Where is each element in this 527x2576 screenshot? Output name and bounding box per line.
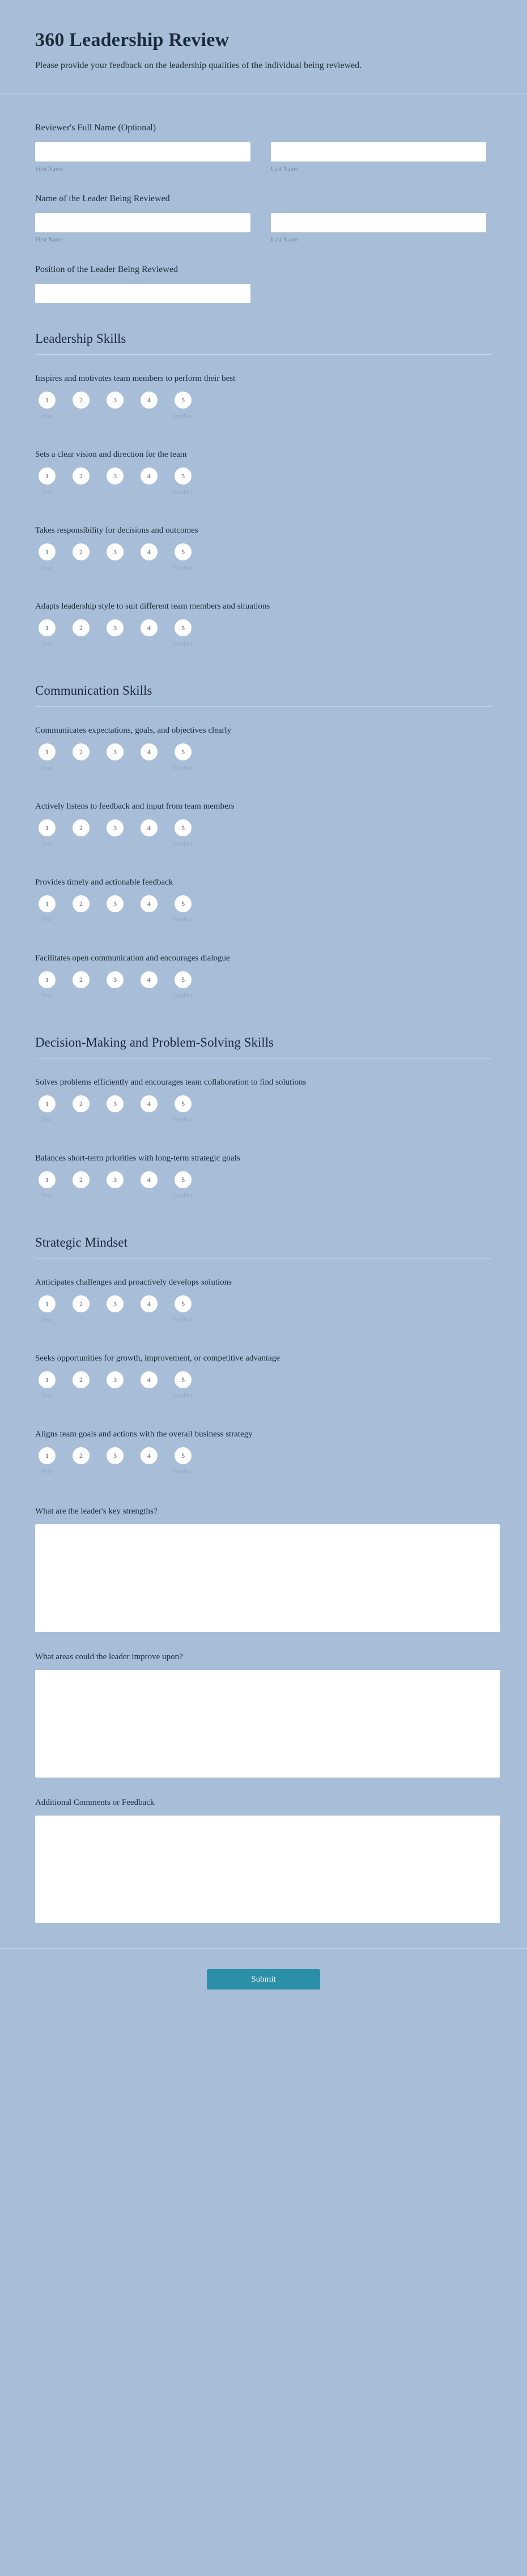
form-description: Please provide your feedback on the leadership qualities of the individual being reviewed. xyxy=(35,61,362,70)
rating-scale-option xyxy=(69,895,93,912)
rating-scale-option xyxy=(137,971,161,988)
rating-option-2[interactable]: 2 xyxy=(73,819,90,836)
rating-scale-option xyxy=(137,543,161,560)
leader-last-name-col xyxy=(271,213,486,243)
rating-scale xyxy=(35,467,492,507)
rating-option-5[interactable]: 5 xyxy=(175,743,192,760)
rating-scale xyxy=(35,1171,492,1210)
rating-scale-option xyxy=(35,1171,59,1199)
rating-scale xyxy=(35,743,492,783)
field-reviewer-name xyxy=(35,110,492,181)
rating-option-2[interactable]: 2 xyxy=(73,619,90,636)
section-divider xyxy=(35,1058,492,1059)
section-header xyxy=(35,1216,492,1264)
rating-scale-option xyxy=(103,971,127,988)
rating-option-4[interactable]: 4 xyxy=(141,392,158,409)
rating-question-label: Facilitates open communication and encourages dialogue xyxy=(35,954,230,963)
rating-option-4[interactable]: 4 xyxy=(141,971,158,988)
field-leader-position xyxy=(35,252,492,312)
rating-scale-option xyxy=(69,743,93,760)
rating-option-4[interactable]: 4 xyxy=(141,1171,158,1188)
rating-option-1[interactable]: 1 xyxy=(39,895,56,912)
rating-option-3[interactable]: 3 xyxy=(107,1171,124,1188)
rating-option-1[interactable]: 1 xyxy=(39,1095,56,1112)
rating-option-2[interactable]: 2 xyxy=(73,895,90,912)
rating-option-1[interactable]: 1 xyxy=(39,743,56,760)
rating-question-block xyxy=(35,1340,492,1416)
rating-scale-option xyxy=(171,467,195,495)
rating-scale-option xyxy=(103,1171,127,1188)
open-question-label: Additional Comments or Feedback xyxy=(35,1798,155,1807)
leader-last-name-sublabel: Last Name xyxy=(271,236,298,243)
rating-question-label: Anticipates challenges and proactively develops solutions xyxy=(35,1278,232,1287)
rating-option-2[interactable]: 2 xyxy=(73,971,90,988)
rating-low-caption: Poor xyxy=(41,413,53,419)
rating-option-1[interactable]: 1 xyxy=(39,971,56,988)
rating-scale-option xyxy=(69,1171,93,1188)
rating-scale-option xyxy=(137,1171,161,1188)
reviewer-first-name-sublabel: First Name xyxy=(35,165,63,172)
rating-question-block xyxy=(35,864,492,940)
rating-low-caption: Poor xyxy=(41,1469,53,1475)
rating-option-4[interactable]: 4 xyxy=(141,1095,158,1112)
rating-option-5[interactable]: 5 xyxy=(175,619,192,636)
section-divider xyxy=(35,706,492,707)
rating-option-5[interactable]: 5 xyxy=(175,543,192,560)
section-title: Strategic Mindset xyxy=(35,1235,128,1249)
rating-high-caption: Excellent xyxy=(172,841,194,847)
leader-first-name-sublabel: First Name xyxy=(35,236,63,243)
rating-scale-option xyxy=(171,971,195,999)
rating-option-3[interactable]: 3 xyxy=(107,895,124,912)
rating-scale-option xyxy=(103,1095,127,1112)
rating-scale-option xyxy=(69,971,93,988)
rating-high-caption: Excellent xyxy=(172,917,194,923)
rating-option-4[interactable]: 4 xyxy=(141,819,158,836)
open-questions-container xyxy=(35,1492,492,1929)
rating-option-2[interactable]: 2 xyxy=(73,467,90,484)
rating-option-1[interactable]: 1 xyxy=(39,392,56,409)
rating-option-5[interactable]: 5 xyxy=(175,467,192,484)
reviewer-name-row xyxy=(35,142,492,172)
reviewer-first-name-input[interactable] xyxy=(35,142,250,161)
rating-high-caption: Excellent xyxy=(172,993,194,999)
rating-scale-option xyxy=(171,619,195,647)
rating-scale-option xyxy=(137,743,161,760)
rating-question-label: Communicates expectations, goals, and objectives clearly xyxy=(35,726,232,735)
open-question-block xyxy=(35,1492,492,1638)
reviewer-last-name-col xyxy=(271,142,486,172)
rating-scale xyxy=(35,619,492,658)
rating-scale-option xyxy=(171,1371,195,1399)
open-question-textarea[interactable] xyxy=(35,1524,500,1632)
rating-option-5[interactable]: 5 xyxy=(175,1447,192,1464)
rating-scale-option xyxy=(69,1371,93,1388)
rating-scale-option xyxy=(171,895,195,923)
rating-option-4[interactable]: 4 xyxy=(141,467,158,484)
rating-option-2[interactable]: 2 xyxy=(73,543,90,560)
rating-scale xyxy=(35,819,492,858)
rating-option-3[interactable]: 3 xyxy=(107,971,124,988)
rating-option-4[interactable]: 4 xyxy=(141,1295,158,1312)
rating-question-block xyxy=(35,436,492,512)
rating-scale-option xyxy=(137,1371,161,1388)
rating-scale-option xyxy=(137,819,161,836)
rating-option-2[interactable]: 2 xyxy=(73,743,90,760)
rating-scale-option xyxy=(69,543,93,560)
rating-low-caption: Poor xyxy=(41,993,53,999)
rating-option-5[interactable]: 5 xyxy=(175,819,192,836)
rating-scale-option xyxy=(69,619,93,636)
rating-question-label: Balances short-term priorities with long-term strategic goals xyxy=(35,1154,240,1163)
rating-high-caption: Excellent xyxy=(172,1193,194,1199)
rating-scale-option xyxy=(137,1295,161,1312)
rating-option-3[interactable]: 3 xyxy=(107,1447,124,1464)
rating-question-block xyxy=(35,512,492,588)
section-header xyxy=(35,664,492,712)
rating-option-3[interactable]: 3 xyxy=(107,819,124,836)
rating-scale-option xyxy=(35,819,59,847)
rating-scale-option xyxy=(35,543,59,571)
submit-button[interactable]: Submit xyxy=(207,1969,320,1990)
rating-option-1[interactable]: 1 xyxy=(39,1447,56,1464)
rating-option-1[interactable]: 1 xyxy=(39,1171,56,1188)
rating-low-caption: Poor xyxy=(41,565,53,571)
rating-scale-option xyxy=(103,467,127,484)
rating-scale xyxy=(35,392,492,431)
rating-question-block xyxy=(35,588,492,664)
leader-last-name-input[interactable] xyxy=(271,213,486,232)
rating-question-block xyxy=(35,1064,492,1140)
rating-option-1[interactable]: 1 xyxy=(39,619,56,636)
rating-scale-option xyxy=(103,619,127,636)
form-footer xyxy=(0,1948,527,2024)
rating-scale-option xyxy=(103,1447,127,1464)
section-divider xyxy=(35,354,492,355)
rating-option-2[interactable]: 2 xyxy=(73,392,90,409)
rating-high-caption: Excellent xyxy=(172,565,194,571)
rating-scale-option xyxy=(35,392,59,419)
rating-low-caption: Poor xyxy=(41,1317,53,1323)
rating-question-label: Adapts leadership style to suit different team members and situations xyxy=(35,602,270,611)
rating-scale-option xyxy=(35,743,59,771)
rating-question-block xyxy=(35,788,492,864)
rating-option-3[interactable]: 3 xyxy=(107,543,124,560)
rating-scale xyxy=(35,1095,492,1134)
rating-scale-option xyxy=(35,467,59,495)
rating-scale-option xyxy=(137,1095,161,1112)
rating-scale xyxy=(35,543,492,583)
rating-scale-option xyxy=(69,467,93,484)
rating-question-label: Inspires and motivates team members to perform their best xyxy=(35,374,236,383)
rating-scale-option xyxy=(103,392,127,409)
rating-low-caption: Poor xyxy=(41,641,53,647)
open-question-label: What are the leader's key strengths? xyxy=(35,1507,158,1516)
rating-scale-option xyxy=(137,895,161,912)
section-title: Leadership Skills xyxy=(35,331,126,346)
rating-scale-option xyxy=(35,619,59,647)
leader-position-input[interactable] xyxy=(35,284,250,303)
rating-scale-option xyxy=(171,1447,195,1475)
reviewer-last-name-input[interactable] xyxy=(271,142,486,161)
reviewer-name-label: Reviewer's Full Name (Optional) xyxy=(35,123,156,133)
rating-scale-option xyxy=(69,1095,93,1112)
rating-scale xyxy=(35,971,492,1010)
rating-high-caption: Excellent xyxy=(172,413,194,419)
field-leader-name xyxy=(35,181,492,252)
rating-option-1[interactable]: 1 xyxy=(39,819,56,836)
rating-scale-option xyxy=(35,1447,59,1475)
rating-low-caption: Poor xyxy=(41,765,53,771)
rating-question-block xyxy=(35,360,492,436)
rating-high-caption: Excellent xyxy=(172,1117,194,1123)
rating-option-1[interactable]: 1 xyxy=(39,467,56,484)
rating-scale-option xyxy=(103,1371,127,1388)
rating-option-3[interactable]: 3 xyxy=(107,743,124,760)
leader-position-label: Position of the Leader Being Reviewed xyxy=(35,265,178,274)
section-title: Decision-Making and Problem-Solving Skills xyxy=(35,1035,274,1049)
rating-option-3[interactable]: 3 xyxy=(107,392,124,409)
rating-high-caption: Excellent xyxy=(172,1317,194,1323)
open-question-block xyxy=(35,1638,492,1783)
rating-scale-option xyxy=(69,819,93,836)
rating-high-caption: Excellent xyxy=(172,641,194,647)
rating-low-caption: Poor xyxy=(41,1193,53,1199)
rating-high-caption: Excellent xyxy=(172,765,194,771)
rating-option-5[interactable]: 5 xyxy=(175,1095,192,1112)
rating-high-caption: Excellent xyxy=(172,489,194,495)
open-question-textarea[interactable] xyxy=(35,1816,500,1923)
rating-scale-option xyxy=(137,467,161,484)
rating-low-caption: Poor xyxy=(41,841,53,847)
rating-option-3[interactable]: 3 xyxy=(107,1095,124,1112)
section-title: Communication Skills xyxy=(35,683,152,698)
rating-scale-option xyxy=(69,1447,93,1464)
open-question-block xyxy=(35,1783,492,1929)
reviewer-last-name-sublabel: Last Name xyxy=(271,165,298,172)
open-question-textarea[interactable] xyxy=(35,1670,500,1778)
rating-scale-option xyxy=(69,1295,93,1312)
rating-question-label: Provides timely and actionable feedback xyxy=(35,878,173,887)
rating-option-5[interactable]: 5 xyxy=(175,895,192,912)
rating-scale-option xyxy=(171,1095,195,1123)
rating-question-label: Aligns team goals and actions with the overall business strategy xyxy=(35,1430,253,1439)
rating-option-3[interactable]: 3 xyxy=(107,467,124,484)
rating-option-3[interactable]: 3 xyxy=(107,619,124,636)
section-header xyxy=(35,1016,492,1064)
rating-low-caption: Poor xyxy=(41,1117,53,1123)
rating-question-block xyxy=(35,940,492,1016)
rating-low-caption: Poor xyxy=(41,917,53,923)
rating-scale-option xyxy=(103,819,127,836)
rating-option-5[interactable]: 5 xyxy=(175,1371,192,1388)
page-title: 360 Leadership Review xyxy=(35,29,230,50)
rating-scale-option xyxy=(171,1171,195,1199)
rating-scale-option xyxy=(35,1295,59,1323)
rating-question-label: Takes responsibility for decisions and outcomes xyxy=(35,526,198,535)
rating-low-caption: Poor xyxy=(41,489,53,495)
rating-option-4[interactable]: 4 xyxy=(141,619,158,636)
rating-option-5[interactable]: 5 xyxy=(175,971,192,988)
rating-scale-option xyxy=(171,743,195,771)
rating-scale-option xyxy=(171,819,195,847)
reviewer-first-name-col xyxy=(35,142,250,172)
rating-high-caption: Excellent xyxy=(172,1393,194,1399)
sections-container xyxy=(35,312,492,1492)
section-header xyxy=(35,312,492,360)
rating-scale-option xyxy=(35,971,59,999)
rating-option-4[interactable]: 4 xyxy=(141,1371,158,1388)
rating-scale-option xyxy=(35,1371,59,1399)
rating-option-5[interactable]: 5 xyxy=(175,1171,192,1188)
rating-question-block xyxy=(35,1140,492,1216)
rating-scale-option xyxy=(171,543,195,571)
rating-option-1[interactable]: 1 xyxy=(39,543,56,560)
rating-option-4[interactable]: 4 xyxy=(141,895,158,912)
rating-option-1[interactable]: 1 xyxy=(39,1371,56,1388)
rating-scale-option xyxy=(137,619,161,636)
rating-question-block xyxy=(35,712,492,788)
rating-question-label: Seeks opportunities for growth, improvement, or competitive advantage xyxy=(35,1354,280,1363)
leader-name-row xyxy=(35,213,492,243)
rating-low-caption: Poor xyxy=(41,1393,53,1399)
rating-scale-option xyxy=(137,392,161,409)
rating-scale-option xyxy=(69,392,93,409)
rating-high-caption: Excellent xyxy=(172,1469,194,1475)
rating-option-5[interactable]: 5 xyxy=(175,1295,192,1312)
rating-option-4[interactable]: 4 xyxy=(141,1447,158,1464)
open-question-label: What areas could the leader improve upon? xyxy=(35,1652,183,1661)
leader-first-name-col xyxy=(35,213,250,243)
rating-scale-option xyxy=(171,392,195,419)
rating-scale xyxy=(35,1295,492,1334)
rating-question-label: Sets a clear vision and direction for the team xyxy=(35,450,187,459)
rating-scale-option xyxy=(171,1295,195,1323)
rating-option-5[interactable]: 5 xyxy=(175,392,192,409)
rating-question-label: Actively listens to feedback and input from team members xyxy=(35,802,235,811)
rating-option-3[interactable]: 3 xyxy=(107,1295,124,1312)
rating-option-2[interactable]: 2 xyxy=(73,1447,90,1464)
rating-scale xyxy=(35,1371,492,1410)
rating-scale-option xyxy=(103,743,127,760)
rating-question-block xyxy=(35,1416,492,1492)
rating-scale-option xyxy=(103,895,127,912)
rating-option-1[interactable]: 1 xyxy=(39,1295,56,1312)
rating-option-4[interactable]: 4 xyxy=(141,743,158,760)
rating-scale-option xyxy=(35,895,59,923)
rating-scale xyxy=(35,1447,492,1486)
rating-option-2[interactable]: 2 xyxy=(73,1171,90,1188)
form-header xyxy=(0,0,527,93)
rating-scale-option xyxy=(35,1095,59,1123)
rating-scale-option xyxy=(137,1447,161,1464)
rating-option-4[interactable]: 4 xyxy=(141,543,158,560)
form-body xyxy=(0,93,527,1929)
rating-scale-option xyxy=(103,543,127,560)
rating-scale xyxy=(35,895,492,934)
rating-scale-option xyxy=(103,1295,127,1312)
section-divider xyxy=(35,1258,492,1259)
rating-option-2[interactable]: 2 xyxy=(73,1095,90,1112)
rating-option-2[interactable]: 2 xyxy=(73,1371,90,1388)
rating-question-label: Solves problems efficiently and encourages team collaboration to find solutions xyxy=(35,1078,307,1087)
leader-first-name-input[interactable] xyxy=(35,213,250,232)
rating-question-block xyxy=(35,1264,492,1340)
leader-name-label: Name of the Leader Being Reviewed xyxy=(35,194,170,203)
rating-option-3[interactable]: 3 xyxy=(107,1371,124,1388)
rating-option-2[interactable]: 2 xyxy=(73,1295,90,1312)
